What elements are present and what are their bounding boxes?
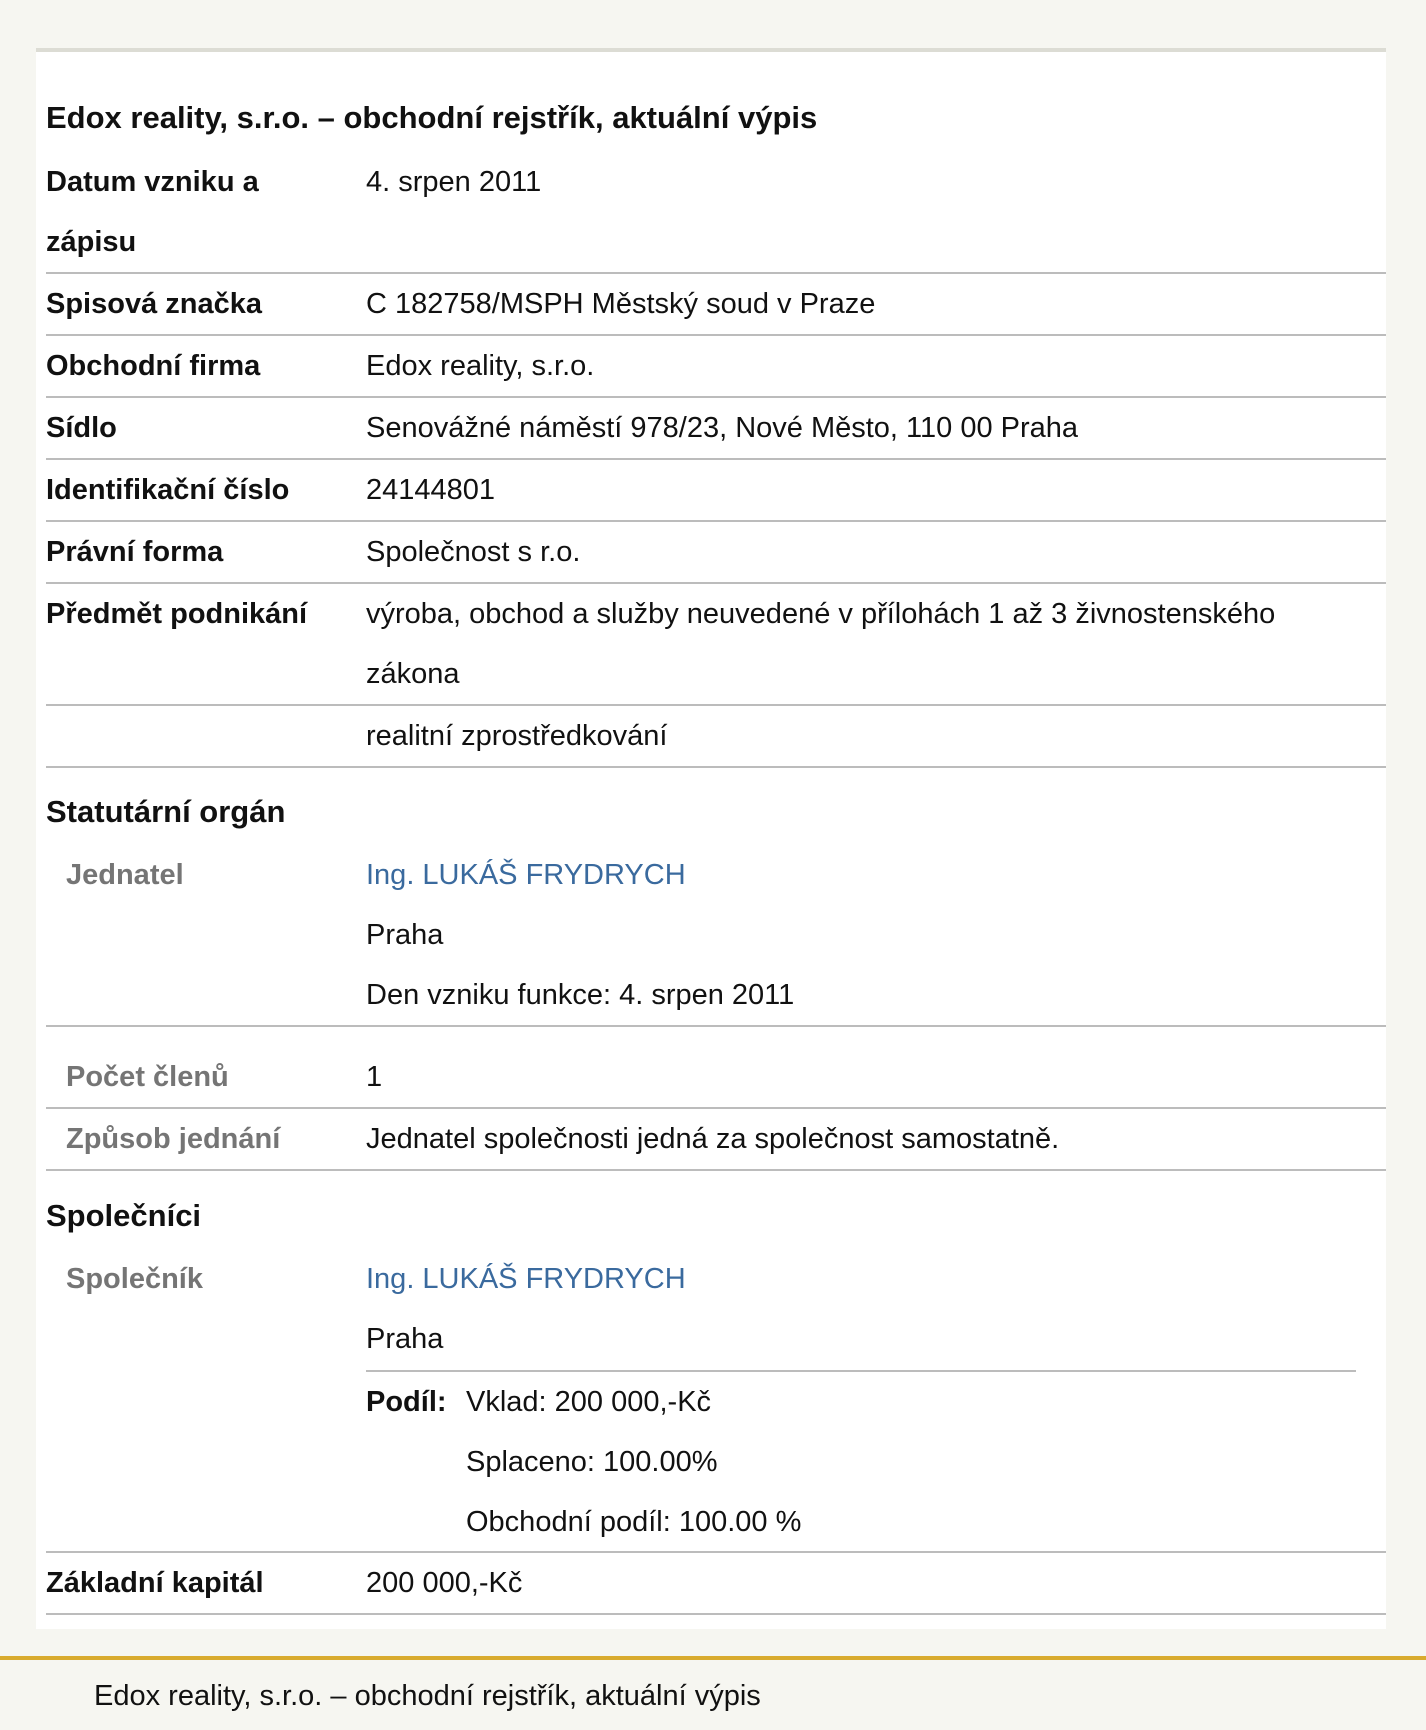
row-value: 1	[366, 1061, 383, 1093]
row-jednatel	[46, 845, 1386, 1027]
row-label: Spisová značka	[46, 288, 262, 320]
footer-divider	[0, 1656, 1426, 1660]
row-label: Identifikační číslo	[46, 474, 290, 506]
page-title: Edox reality, s.r.o. – obchodní rejstřík, aktuální výpis	[46, 100, 818, 135]
row-label: Datum vzniku a zápisu	[46, 166, 259, 258]
row-value: 200 000,-Kč	[366, 1567, 523, 1599]
person-link[interactable]: Ing. LUKÁŠ FRYDRYCH	[366, 1263, 686, 1295]
row-spisova-znacka	[46, 274, 1386, 336]
row-value: Edox reality, s.r.o.	[366, 350, 595, 382]
row-label: Právní forma	[46, 536, 224, 568]
row-datum-vzniku	[46, 152, 1386, 274]
row-value: realitní zprostředkování	[366, 720, 668, 752]
row-value: Společnost s r.o.	[366, 536, 581, 568]
podil-block	[366, 1370, 1356, 1538]
row-value: 4. srpen 2011	[366, 166, 542, 198]
person-link[interactable]: Ing. LUKÁŠ FRYDRYCH	[366, 859, 686, 891]
row-label: Základní kapitál	[46, 1567, 264, 1599]
podil-obchodni: Obchodní podíl: 100.00 %	[466, 1506, 802, 1538]
row-value: Jednatel společnosti jedná za společnost samostatně.	[366, 1123, 1060, 1155]
person-city: Praha	[366, 919, 444, 951]
row-label: Způsob jednání	[66, 1123, 281, 1155]
row-label: Obchodní firma	[46, 350, 261, 382]
row-value: C 182758/MSPH Městský soud v Praze	[366, 288, 876, 320]
row-label: Jednatel	[66, 859, 184, 891]
podil-label: Podíl:	[366, 1386, 447, 1418]
row-label: Sídlo	[46, 412, 117, 444]
podil-splaceno: Splaceno: 100.00%	[466, 1446, 718, 1478]
row-pocet-clenu	[46, 1047, 1386, 1109]
footer-title: Edox reality, s.r.o. – obchodní rejstřík, aktuální výpis	[94, 1680, 761, 1712]
section-heading-spolecnici: Společníci	[46, 1198, 202, 1233]
row-pravni-forma	[46, 522, 1386, 584]
function-start: Den vzniku funkce: 4. srpen 2011	[366, 979, 795, 1011]
row-label: Počet členů	[66, 1061, 229, 1093]
row-value: výroba, obchod a služby neuvedené v přílohách 1 až 3 živnostenského zákona	[366, 598, 1276, 690]
section-heading-statutarni-organ: Statutární orgán	[46, 794, 286, 829]
row-zakladni-kapital	[46, 1553, 1386, 1615]
row-sidlo	[46, 398, 1386, 460]
row-value: 24144801	[366, 474, 496, 506]
row-value	[366, 845, 1386, 1025]
row-obchodni-firma	[46, 336, 1386, 398]
row-predmet-podnikani-2	[46, 706, 1386, 768]
row-identifikacni-cislo	[46, 460, 1386, 522]
row-value: Senovážné náměstí 978/23, Nové Město, 110 00 Praha	[366, 412, 1079, 444]
row-predmet-podnikani	[46, 584, 1386, 706]
row-zpusob-jednani	[46, 1109, 1386, 1171]
person-city: Praha	[366, 1323, 444, 1355]
row-value	[366, 1249, 1386, 1369]
row-label: Předmět podnikání	[46, 598, 308, 630]
podil-vklad: Vklad: 200 000,-Kč	[466, 1386, 712, 1418]
row-label: Společník	[66, 1263, 203, 1295]
podil-values	[466, 1372, 801, 1552]
